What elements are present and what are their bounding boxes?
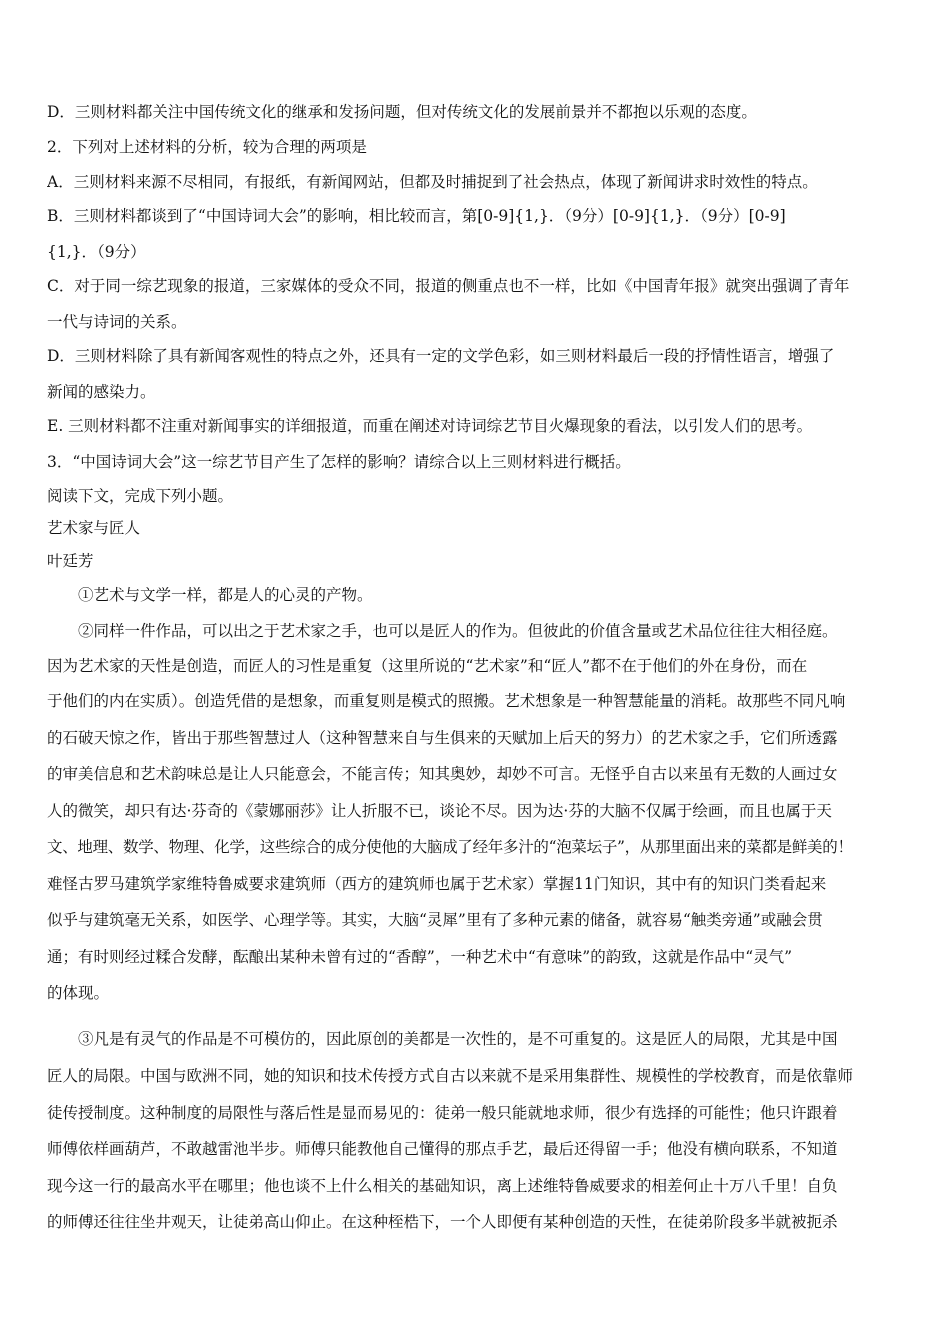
paragraph-2-line-10: 通；有时则经过糅合发酵，酝酿出某种未曾有过的“香醇”，一种艺术中“有意味”的韵致，这就是作品中“灵气”: [47, 948, 793, 966]
option-b-line: B．三则材料都谈到了“中国诗词大会”的影响，相比较而言，第[0-9]{1,}．（9分）[0-9]{1,}．（9分）[0-9]: [47, 207, 786, 225]
paragraph-2-line-1: ②同样一件作品，可以出之于艺术家之手，也可以是匠人的作为。但彼此的价值含量或艺术品位往往大相径庭。: [78, 622, 838, 640]
paragraph-3-line-5: 现今这一行的最高水平在哪里；他也谈不上什么相关的基础知识，离上述维特鲁威要求的相差何止十万八千里！自负: [47, 1177, 838, 1195]
paragraph-2-line-6: 人的微笑，却只有达·芬奇的《蒙娜丽莎》让人折服不已，谈论不尽。因为达·芬的大脑不仅属于绘画，而且也属于天: [47, 802, 832, 820]
paragraph-3-line-3: 徒传授制度。这种制度的局限性与落后性是显而易见的：徒弟一般只能就地求师，很少有选择的可能性；他只许跟着: [47, 1104, 838, 1122]
option-d2-line: D．三则材料除了具有新闻客观性的特点之外，还具有一定的文学色彩，如三则材料最后一段的抒情性语言，增强了: [47, 347, 835, 365]
paragraph-3-line-2: 匠人的局限。中国与欧洲不同，她的知识和技术传授方式自古以来就不是采用集群性、规模性的学校教育，而是依靠师: [47, 1067, 854, 1085]
article-title: 艺术家与匠人: [47, 519, 141, 537]
paragraph-3-line-4: 师傅依样画葫芦，不敢越雷池半步。师傅只能教他自己懂得的那点手艺，最后还得留一手；他没有横向联系，不知道: [47, 1140, 838, 1158]
option-c-continuation: 一代与诗词的关系。: [47, 313, 187, 331]
paragraph-2-line-11: 的体现。: [47, 984, 110, 1002]
question-2: 2．下列对上述材料的分析，较为合理的两项是: [47, 138, 367, 156]
option-d-line: D．三则材料都关注中国传统文化的继承和发扬问题，但对传统文化的发展前景并不都抱以乐观的态度。: [47, 103, 757, 121]
article-author: 叶廷芳: [47, 552, 94, 570]
paragraph-2-line-7: 文、地理、数学、物理、化学，这些综合的成分使他的大脑成了经年多汁的“泡菜坛子”，从那里面出来的菜都是鲜美的！: [47, 838, 853, 856]
paragraph-3-line-1: ③凡是有灵气的作品是不可模仿的，因此原创的美都是一次性的，是不可重复的。这是匠人的局限，尤其是中国: [78, 1030, 838, 1048]
paragraph-1: ①艺术与文学一样，都是人的心灵的产物。: [78, 586, 373, 604]
question-3: 3．“中国诗词大会”这一综艺节目产生了怎样的影响？请综合以上三则材料进行概括。: [47, 453, 631, 471]
paragraph-2-line-8: 难怪古罗马建筑学家维特鲁威要求建筑师（西方的建筑师也属于艺术家）掌握11门知识，其中有的知识门类看起来: [47, 875, 827, 893]
option-d2-continuation: 新闻的感染力。: [47, 383, 156, 401]
paragraph-2-line-4: 的石破天惊之作，皆出于那些智慧过人（这种智慧来自与生俱来的天赋加上后天的努力）的艺术家之手，它们所透露: [47, 729, 838, 747]
paragraph-3-line-6: 的师傅还往往坐井观天，让徒弟高山仰止。在这种桎梏下，一个人即便有某种创造的天性，在徒弟阶段多半就被扼杀: [47, 1213, 838, 1231]
paragraph-2-line-5: 的审美信息和艺术韵味总是让人只能意会，不能言传；知其奥妙，却妙不可言。无怪乎自古以来虽有无数的人画过女: [47, 765, 838, 783]
paragraph-2-line-2: 因为艺术家的天性是创造，而匠人的习性是重复（这里所说的“艺术家”和“匠人”都不在于他们的外在身份，而在: [47, 657, 808, 675]
option-e-line: E. 三则材料都不注重对新闻事实的详细报道，而重在阐述对诗词综艺节目火爆现象的看法，以引发人们的思考。: [47, 417, 813, 435]
option-b-continuation: {1,}．（9分）: [47, 243, 146, 261]
paragraph-2-line-9: 似乎与建筑毫无关系，如医学、心理学等。其实，大脑“灵犀”里有了多种元素的储备，就容易“触类旁通”或融会贯: [47, 911, 823, 929]
option-a-line: A．三则材料来源不尽相同，有报纸，有新闻网站，但都及时捕捉到了社会热点，体现了新闻讲求时效性的特点。: [47, 173, 818, 191]
paragraph-2-line-3: 于他们的内在实质）。创造凭借的是想象，而重复则是模式的照搬。艺术想象是一种智慧能量的消耗。故那些不同凡响: [47, 692, 846, 710]
reading-instruction: 阅读下文，完成下列小题。: [47, 487, 234, 505]
option-c-line: C．对于同一综艺现象的报道，三家媒体的受众不同，报道的侧重点也不一样，比如《中国青年报》就突出强调了青年: [47, 277, 850, 295]
